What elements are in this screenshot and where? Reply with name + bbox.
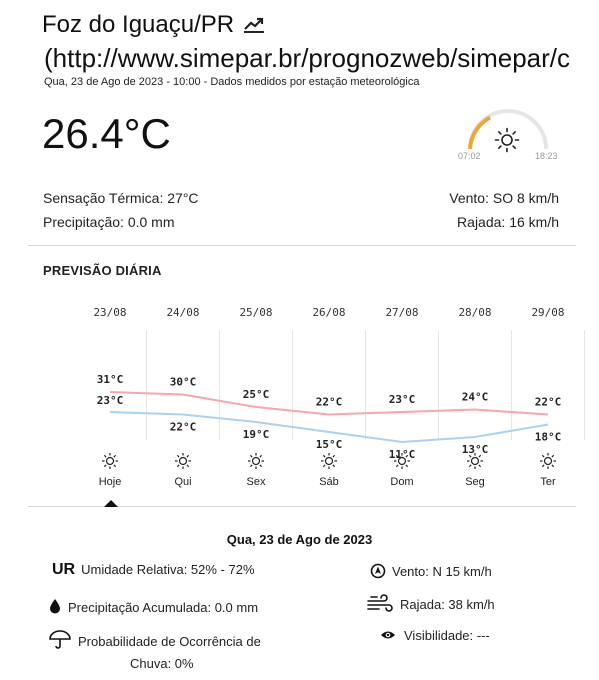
- eye-icon: [380, 629, 396, 641]
- chart-date-label: 23/08: [93, 306, 127, 319]
- section-divider: [28, 245, 576, 246]
- chart-date-label: 27/08: [385, 306, 419, 319]
- min-temp-label: 19°C: [242, 428, 270, 441]
- wind: Vento: SO 8 km/h: [449, 190, 559, 206]
- feels-like: Sensação Térmica: 27°C: [43, 190, 199, 206]
- max-temp-label: 25°C: [242, 388, 270, 401]
- sun-icon: [102, 453, 118, 469]
- chart-day-label: Qui: [174, 476, 192, 488]
- detail-date: Qua, 23 de Ago de 2023: [226, 532, 373, 547]
- chart-day-label: Seg: [465, 476, 485, 488]
- max-temp-label: 24°C: [461, 390, 489, 404]
- precip-accum-value: Precipitação Acumulada: 0.0 mm: [68, 600, 259, 615]
- sun-arc-card: [456, 104, 556, 164]
- selected-day-pointer: [103, 499, 119, 508]
- wind-gust-icon: [367, 595, 395, 613]
- max-temp-label: 22°C: [534, 395, 562, 409]
- observation-info: Qua, 23 de Ago de 2023 - 10:00 - Dados medidos por estação meteorológica: [44, 76, 420, 88]
- rain-prob-line1: Probabilidade de Ocorrência de: [78, 634, 261, 649]
- chart-day-label: Hoje: [98, 476, 122, 488]
- min-temp-label: 11°C: [388, 448, 416, 461]
- rain-prob-row: [48, 630, 261, 650]
- wind-direction-icon: [370, 563, 386, 579]
- detail-gust-value: Rajada: 38 km/h: [400, 597, 495, 612]
- visibility-value: Visibilidade: ---: [404, 628, 490, 643]
- sun-icon: [175, 453, 191, 469]
- chart-day-label: Sex: [246, 476, 266, 488]
- visibility-row: [380, 628, 490, 643]
- sun-icon: [467, 453, 483, 469]
- water-drop-icon: [48, 598, 62, 614]
- ur-abbreviation: UR: [52, 561, 76, 578]
- chart-day-label: Sáb: [319, 476, 339, 488]
- sun-icon: [321, 453, 337, 469]
- chart-date-label: 25/08: [239, 306, 273, 319]
- gust: Rajada: 16 km/h: [457, 214, 559, 230]
- sun-icon: [394, 453, 410, 469]
- max-temp-label: 22°C: [315, 395, 343, 409]
- sun-icon: [540, 453, 556, 469]
- sun-icon: [248, 453, 264, 469]
- umbrella-icon: [48, 630, 72, 650]
- detail-wind-value: Vento: N 15 km/h: [392, 564, 492, 579]
- min-temp-label: 23°C: [96, 394, 124, 407]
- humidity-row: [52, 561, 255, 579]
- forecast-chart-svg: [70, 300, 565, 515]
- rain-prob-line2: Chuva: 0%: [130, 656, 194, 671]
- humidity-value: Umidade Relativa: 52% - 72%: [81, 562, 255, 577]
- precip-accum-row: [48, 598, 258, 615]
- chart-day-label: Ter: [540, 476, 556, 488]
- chart-date-label: 26/08: [312, 306, 346, 319]
- daily-forecast-chart: [70, 300, 565, 515]
- detail-wind-row: [370, 563, 492, 579]
- sunrise-time: 07:02: [458, 151, 481, 161]
- min-temp-label: 18°C: [534, 430, 562, 444]
- precipitation: Precipitação: 0.0 mm: [43, 214, 175, 230]
- sunset-time: 18:23: [535, 151, 558, 161]
- min-temp-label: 13°C: [461, 443, 489, 456]
- trending-chart-icon[interactable]: [243, 15, 265, 33]
- chart-day-label: Dom: [390, 476, 414, 488]
- chart-date-label: 24/08: [166, 306, 200, 319]
- detail-gust-row: [367, 595, 495, 613]
- current-temperature: 26.4°C: [42, 110, 171, 157]
- location-name: Foz do Iguaçu/PR: [42, 11, 235, 38]
- max-temp-label: 30°C: [169, 375, 197, 389]
- max-temp-label: 23°C: [388, 393, 416, 406]
- min-temp-label: 22°C: [169, 420, 197, 434]
- max-temp-label: 31°C: [96, 373, 124, 386]
- location-title: [42, 11, 265, 39]
- daily-forecast-title: PREVISÃO DIÁRIA: [43, 263, 162, 278]
- chart-date-label: 28/08: [458, 306, 492, 319]
- sun-icon: [494, 127, 520, 153]
- chart-date-label: 29/08: [531, 306, 565, 319]
- min-temp-label: 15°C: [315, 438, 343, 451]
- source-url[interactable]: (http://www.simepar.br/prognozweb/simepar/c: [44, 43, 570, 73]
